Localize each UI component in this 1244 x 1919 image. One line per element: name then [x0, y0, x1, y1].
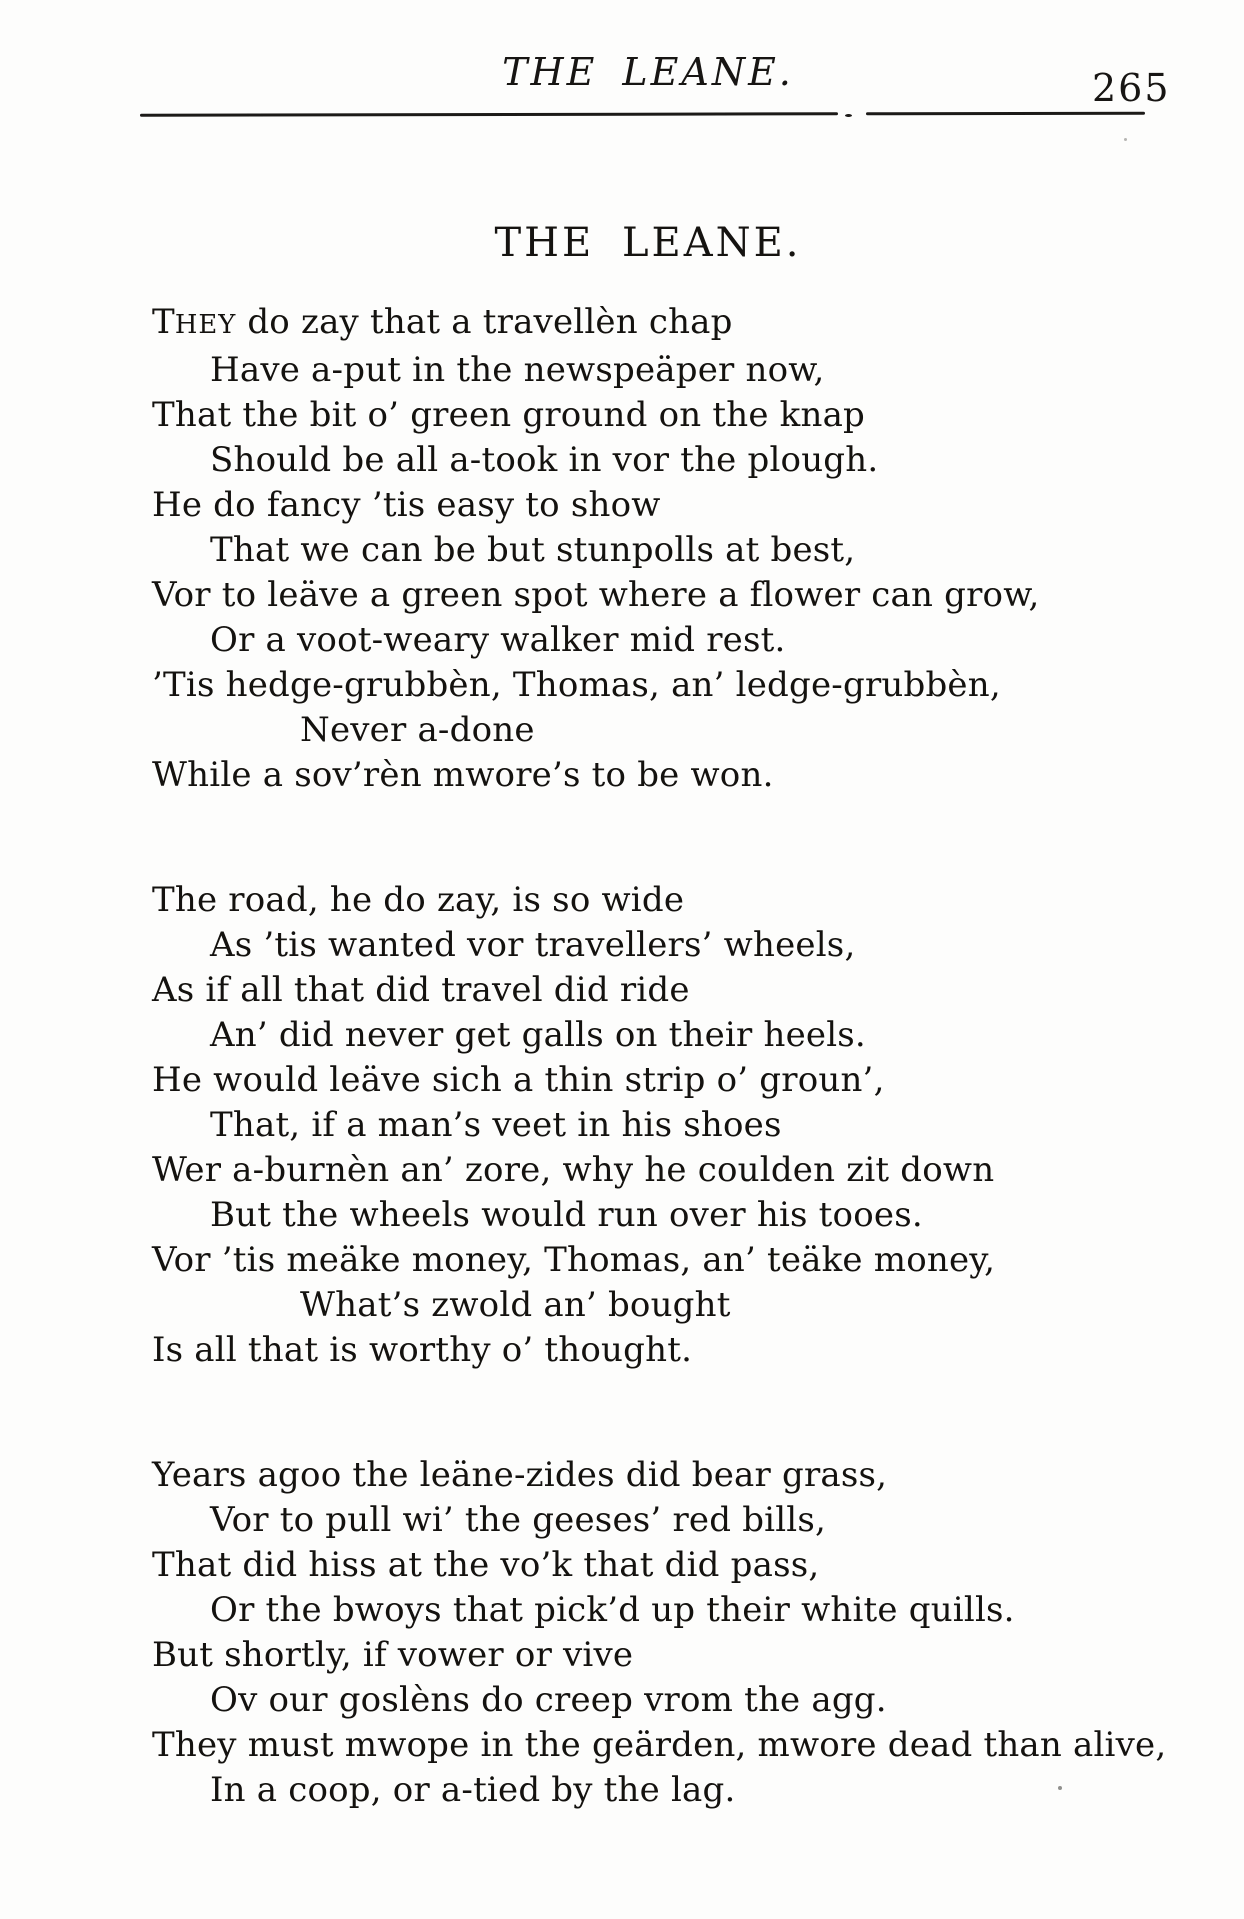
poem-line: Vor ’tis meäke money, Thomas, an’ teäke money, — [152, 1240, 996, 1280]
running-head: THE LEANE. — [502, 50, 794, 94]
header-rule — [0, 112, 1244, 118]
poem-line: As ’tis wanted vor travellers’ wheels, — [210, 925, 856, 965]
poem-line: Wer a-burnèn an’ zore, why he coulden zit down — [152, 1150, 995, 1190]
poem-line: He do fancy ’tis easy to show — [152, 485, 661, 525]
poem-line: ’Tis hedge-grubbèn, Thomas, an’ ledge-grubbèn, — [152, 665, 1001, 705]
poem-line: Vor to pull wi’ the geeses’ red bills, — [210, 1500, 827, 1540]
poem-line: An’ did never get galls on their heels. — [210, 1015, 866, 1055]
poem-line: Vor to leäve a green spot where a flower can grow, — [152, 575, 1040, 615]
poem-line: Or the bwoys that pick’d up their white quills. — [210, 1590, 1015, 1630]
poem-line: That we can be but stunpolls at best, — [210, 530, 856, 570]
poem-line: What’s zwold an’ bought — [300, 1285, 731, 1325]
poem-line: Never a-done — [300, 710, 535, 750]
poem-line: In a coop, or a-tied by the lag. — [210, 1770, 736, 1810]
stanza-1 — [152, 300, 1162, 798]
poem-title: THE LEANE. — [494, 220, 802, 266]
page-number: 265 — [1092, 66, 1171, 110]
poem-line: He would leäve sich a thin strip o’ groun’, — [152, 1060, 885, 1100]
poem-line: They must mwope in the geärden, mwore dead than alive, — [152, 1725, 1167, 1765]
scan-speck — [1058, 1786, 1062, 1790]
stanza-3 — [152, 1453, 1167, 1813]
poem-line: While a sov’rèn mwore’s to be won. — [152, 755, 774, 795]
poem-line: Have a-put in the newspeäper now, — [210, 350, 825, 390]
stanza-2 — [152, 878, 1162, 1373]
poem-line: Should be all a-took in vor the plough. — [210, 440, 879, 480]
header-rule-segment-right — [866, 112, 1145, 115]
header-rule-dot — [845, 114, 852, 117]
poem-line: Is all that is worthy o’ thought. — [152, 1330, 693, 1370]
header-rule-segment-left — [140, 112, 838, 116]
poem-line: That, if a man’s veet in his shoes — [210, 1105, 782, 1145]
poem-line: Ov our goslèns do creep vrom the agg. — [210, 1680, 887, 1720]
poem-line: That did hiss at the vo’k that did pass, — [152, 1545, 820, 1585]
poem-body — [152, 300, 1167, 1813]
poem-line: Years agoo the leäne-zides did bear grass, — [152, 1455, 888, 1495]
poem-line: As if all that did travel did ride — [152, 970, 690, 1010]
small-caps-text: HEY — [174, 310, 237, 340]
poem-line: The road, he do zay, is so wide — [152, 880, 685, 920]
scan-speck — [1124, 138, 1127, 141]
poem-line: That the bit o’ green ground on the knap — [152, 395, 866, 435]
poem-line: But the wheels would run over his tooes. — [210, 1195, 923, 1235]
poem-line: Or a voot-weary walker mid rest. — [210, 620, 786, 660]
poem-line: But shortly, if vower or vive — [152, 1635, 634, 1675]
poem-line: THEY do zay that a travellèn chap — [152, 302, 733, 342]
